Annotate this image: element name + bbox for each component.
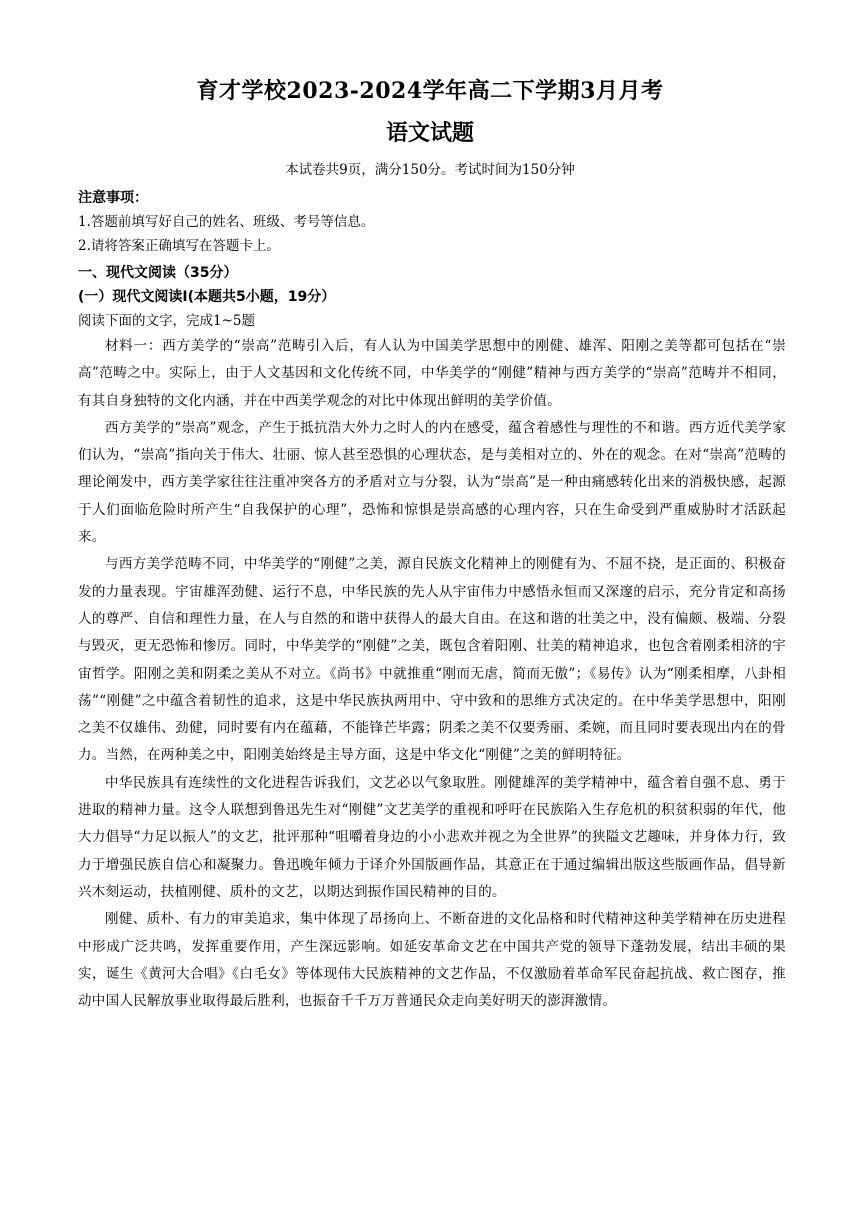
section-heading: 一、现代文阅读（35分） xyxy=(78,265,238,281)
paragraph: 刚健、质朴、有力的审美追求，集中体现了昂扬向上、不断奋进的文化品格和时代精神这种美学精神在历史进程中形成广泛共鸣，发挥重要作用，产生深远影响。如延安革命文艺在中国共产党的领导下蓬勃发展，结出丰硕的果实，诞生《黄河大合唱》《白毛女》等体现伟大民族精神的文艺作品，不仅激励着革命军民奋起抗战、救亡图存，推动中国人民解放事业取得最后胜利，也振奋千千万万普通民众走向美好明天的澎湃激情。 xyxy=(78,911,786,1010)
notice-item: 1.答题前填写好自己的姓名、班级、考号等信息。 xyxy=(78,214,375,230)
paragraph: 与西方美学范畴不同，中华美学的“刚健”之美，源自民族文化精神上的刚健有为、不屈不挠，是正面的、积极奋发的力量表现。宇宙雄浑劲健、运行不息，中华民族的先人从宇宙伟力中感悟永恒而又深邃的启示，充分肯定和高扬人的尊严、自信和理性力量，在人与自然的和谐中获得人的最大自由。在这和谐的壮美之中，没有偏颇、极端、分裂与毁灭，更无恐怖和惨厉。同时，中华美学的“刚健”之美，既包含着阳刚、壮美的精神追求，也包含着刚柔相济的宇宙哲学。阳刚之美和阴柔之美从不对立。《尚书》中就推重“刚而无虐，简而无傲”；《易传》认为“刚柔相摩，八卦相荡”“刚健”之中蕴含着韧性的追求，这是中华民族执两用中、守中致和的思维方式决定的。在中华美学思想中，阳刚之美不仅雄伟、劲健，同时要有内在蕴藉，不能锋芒毕露；阴柔之美不仅要秀丽、柔婉，而且同时要表现出内在的骨力。当然，在两种美之中，阳刚美始终是主导方面，这是中华文化“刚健”之美的鲜明特征。 xyxy=(78,556,786,764)
paragraph: 中华民族具有连续性的文化进程告诉我们，文艺必以气象取胜。刚健雄浑的美学精神中，蕴含着自强不息、勇于进取的精神力量。这令人联想到鲁迅先生对“刚健”文艺美学的重视和呼吁在民族陷入生存危机的积贫积弱的年代，他大力倡导“力足以振人”的文艺，批评那种“咀嚼着身边的小小悲欢并视之为全世界”的狭隘文艺趣味，并身体力行，致力于增强民族自信心和凝聚力。鲁迅晚年倾力于译介外国版画作品，其意正在于通过编辑出版这些版画作品，倡导新兴木刻运动，扶植刚健、质朴的文艺，以期达到振作国民精神的目的。 xyxy=(78,774,786,900)
notice-item: 2.请将答案正确填写在答题卡上。 xyxy=(78,238,280,254)
exam-body xyxy=(78,186,786,1015)
exam-subtitle: 语文试题 xyxy=(385,120,474,146)
reading-instruction: 阅读下面的文字，完成1~5题 xyxy=(78,313,255,329)
part-heading: (一）现代文阅读Ⅰ(本题共5小题，19分） xyxy=(78,289,336,305)
notice-heading: 注意事项： xyxy=(78,190,148,206)
exam-info: 本试卷共9页，满分150分。考试时间为150分钟 xyxy=(285,162,575,178)
paragraph: 材料一：西方美学的“崇高”范畴引入后，有人认为中国美学思想中的刚健、雄浑、阳刚之美等都可包括在“崇高”范畴之中。实际上，由于人文基因和文化传统不同，中华美学的“刚健”精神与西方美学的“崇高”范畴并不相同，有其自身独特的文化内涵，并在中西美学观念的对比中体现出鲜明的美学价值。 xyxy=(78,338,786,409)
exam-title: 育才学校2023-2024学年高二下学期3月月考 xyxy=(196,78,664,104)
paragraph: 西方美学的“崇高”观念，产生于抵抗浩大外力之时人的内在感受，蕴含着感性与理性的不和谐。西方近代美学家们认为，“崇高”指向关于伟大、壮丽、惊人甚至恐惧的心理状态，是与美相对立的、外在的观念。在对“崇高”范畴的理论阐发中，西方美学家往往注重冲突各方的矛盾对立与分裂，认为“崇高”是一种由痛感转化出来的消极快感，起源于人们面临危险时所产生“自我保护的心理”，恐怖和惊惧是崇高感的心理内容，只在生命受到严重威胁时才活跃起来。 xyxy=(78,419,786,546)
